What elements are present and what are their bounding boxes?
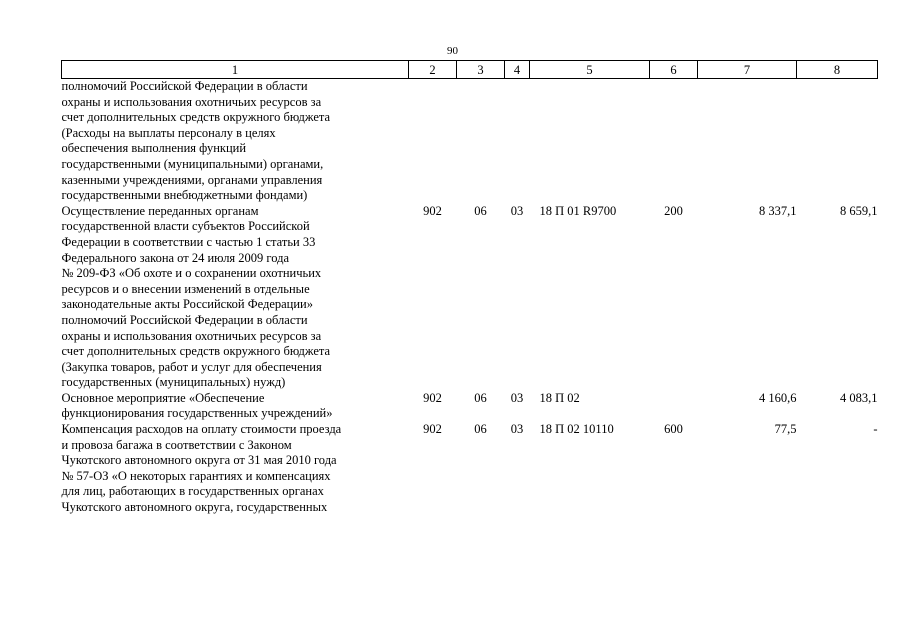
description-line: обеспечения выполнения функций (61, 141, 247, 156)
description-line: № 57-ОЗ «О некоторых гарантиях и компенсациях (61, 468, 331, 483)
description-line: Федерального закона от 24 июля 2009 года (61, 250, 290, 265)
description-line: казенными учреждениями, органами управления (61, 172, 323, 187)
description-line: Компенсация расходов на оплату стоимости проезда (61, 422, 342, 437)
table-row (62, 391, 878, 422)
description-line: охраны и использования охотничьих ресурсов за (61, 94, 322, 109)
column-header-3: 3 (457, 61, 505, 79)
column-header-5: 5 (530, 61, 650, 79)
cell-expense-type (650, 391, 698, 422)
cell-subsection (505, 79, 530, 204)
cell-target-article: 18 П 01 R9700 (539, 203, 617, 218)
cell-chapter: 902 (423, 203, 442, 218)
cell-target-article (530, 79, 650, 204)
description-line: счет дополнительных средств окружного бюджета (61, 344, 331, 359)
cell-expense-type: 200 (664, 203, 683, 218)
description-line: Федерации в соответствии с частью 1 статьи 33 (61, 234, 316, 249)
cell-subsection: 03 (510, 390, 524, 405)
description-line: Чукотского автономного округа, государственных (61, 500, 328, 515)
description-line: охраны и использования охотничьих ресурсов за (61, 328, 322, 343)
description-line: и провоза багажа в соответствии с Законом (61, 437, 292, 452)
column-header-7: 7 (698, 61, 797, 79)
cell-expense-type (650, 79, 698, 204)
description-line: полномочий Российской Федерации в области (61, 79, 308, 93)
cell-subsection: 03 (510, 203, 524, 218)
column-header-2: 2 (409, 61, 457, 79)
column-header-4: 4 (505, 61, 530, 79)
row-description (62, 204, 409, 391)
description-line: функционирования государственных учреждений» (61, 406, 333, 421)
cell-section (457, 79, 505, 204)
cell-expense-type: 600 (664, 422, 683, 437)
description-line: государственными внебюджетными фондами) (61, 188, 308, 203)
description-line: (Расходы на выплаты персоналу в целях (61, 125, 276, 140)
description-line: № 209-ФЗ «Об охоте и о сохранении охотничьих (61, 266, 322, 281)
column-header-8: 8 (797, 61, 878, 79)
column-header-6: 6 (650, 61, 698, 79)
description-line: Осуществление переданных органам (61, 203, 259, 218)
description-line: Чукотского автономного округа от 31 мая 2010 года (61, 453, 337, 468)
description-line: счет дополнительных средств окружного бюджета (61, 110, 331, 125)
page-number: 90 (447, 45, 458, 57)
description-line: государственных (муниципальных) нужд) (61, 375, 286, 390)
description-line: законодательные акты Российской Федерации» (61, 297, 314, 312)
description-line: (Закупка товаров, работ и услуг для обеспечения (61, 359, 322, 374)
cell-amount-year-2: 8 659,1 (840, 203, 878, 218)
cell-chapter: 902 (423, 390, 442, 405)
cell-amount-year-1: 77,5 (774, 422, 797, 437)
cell-amount-year-2 (797, 79, 878, 204)
header-row (62, 61, 878, 79)
cell-amount-year-1 (698, 79, 797, 204)
description-line: для лиц, работающих в государственных органах (61, 484, 324, 499)
cell-amount-year-1: 8 337,1 (759, 203, 797, 218)
cell-subsection: 03 (510, 422, 524, 437)
description-line: полномочий Российской Федерации в области (61, 312, 308, 327)
description-line: Основное мероприятие «Обеспечение (61, 390, 265, 405)
cell-amount-year-1: 4 160,6 (759, 390, 797, 405)
description-line: государственными (муниципальными) органами, (61, 156, 324, 171)
row-description (62, 79, 409, 204)
cell-amount-year-2: - (873, 422, 878, 437)
table-row (62, 422, 878, 516)
cell-amount-year-2: 4 083,1 (840, 390, 878, 405)
column-header-1: 1 (62, 61, 409, 79)
description-line: ресурсов и о внесении изменений в отдельные (61, 281, 310, 296)
cell-section: 06 (474, 422, 487, 437)
table-row (62, 204, 878, 391)
cell-chapter: 902 (423, 422, 442, 437)
cell-target-article: 18 П 02 10110 (539, 422, 614, 437)
row-description (62, 391, 409, 422)
table-row (62, 79, 878, 204)
row-description (62, 422, 409, 516)
cell-target-article: 18 П 02 (539, 390, 580, 405)
cell-section: 06 (474, 390, 487, 405)
cell-section: 06 (474, 203, 487, 218)
budget-table (61, 60, 878, 516)
description-line: государственной власти субъектов Российской (61, 219, 310, 234)
cell-chapter (409, 79, 457, 204)
